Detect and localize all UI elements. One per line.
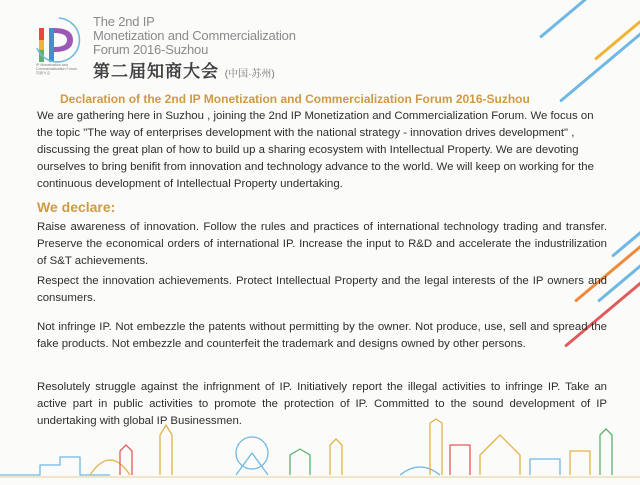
forum-title-line: Monetization and Commercialization — [93, 28, 296, 43]
declaration-paragraph: Respect the innovation achievements. Protect Intellectual Property and the legal interests of the IP owners and consumers. — [37, 275, 607, 304]
city-skyline-illustration — [0, 415, 640, 485]
forum-title-line: Forum 2016-Suzhou — [93, 42, 209, 57]
forum-title-line: The 2nd IP — [93, 14, 155, 29]
declaration-title: Declaration of the 2nd IP Monetization and Commercialization Forum 2016-Suzhou — [60, 92, 530, 106]
forum-title — [93, 15, 313, 57]
decorative-stripe — [539, 0, 633, 39]
logo-caption: IP Monetization and Commercialization Forum 知商大会 — [36, 63, 77, 75]
intro-paragraph: We are gathering here in Suzhou , joining the 2nd IP Monetization and Commercialization Forum. We focus on the topic "The way of enterprises development with the national strategy - innovation drives development" , discussing the great plan of how to build up a sharing ecosystem with Intellectual Property. We are devoting ourselves to bring benifit from innovation and technology advance to the world. We will keep on working for the continuous development of Intellectual Property undertaking. — [37, 110, 594, 190]
declaration-paragraph: Resolutely struggle against the infrignment of IP. Initiatively report the illegal activities to infringe IP. Take an active part in public activities to promote the protection of IP. Committed to the sound development of IP undertaking with global IP Businessmen. — [37, 381, 607, 427]
chinese-title-text: 第二届知商大会 — [93, 62, 219, 81]
declaration-paragraph: Not infringe IP. Not embezzle the patents without permitting by the owner. Not produce, use, sell and spread the fake products. Not embezzle and counterfeit the trademark and designs owned by other persons. — [37, 321, 607, 350]
chinese-location-text: (中国·苏州) — [224, 69, 275, 80]
forum-chinese-title — [93, 62, 313, 85]
declaration-paragraph: Raise awareness of innovation. Follow the rules and practices of international technology trading and transfer. Preserve the economical orders of international IP. Increase the input to R&D and accelerate the industrilization of S&T achievements. — [37, 221, 607, 267]
declare-heading: We declare: — [37, 199, 116, 215]
